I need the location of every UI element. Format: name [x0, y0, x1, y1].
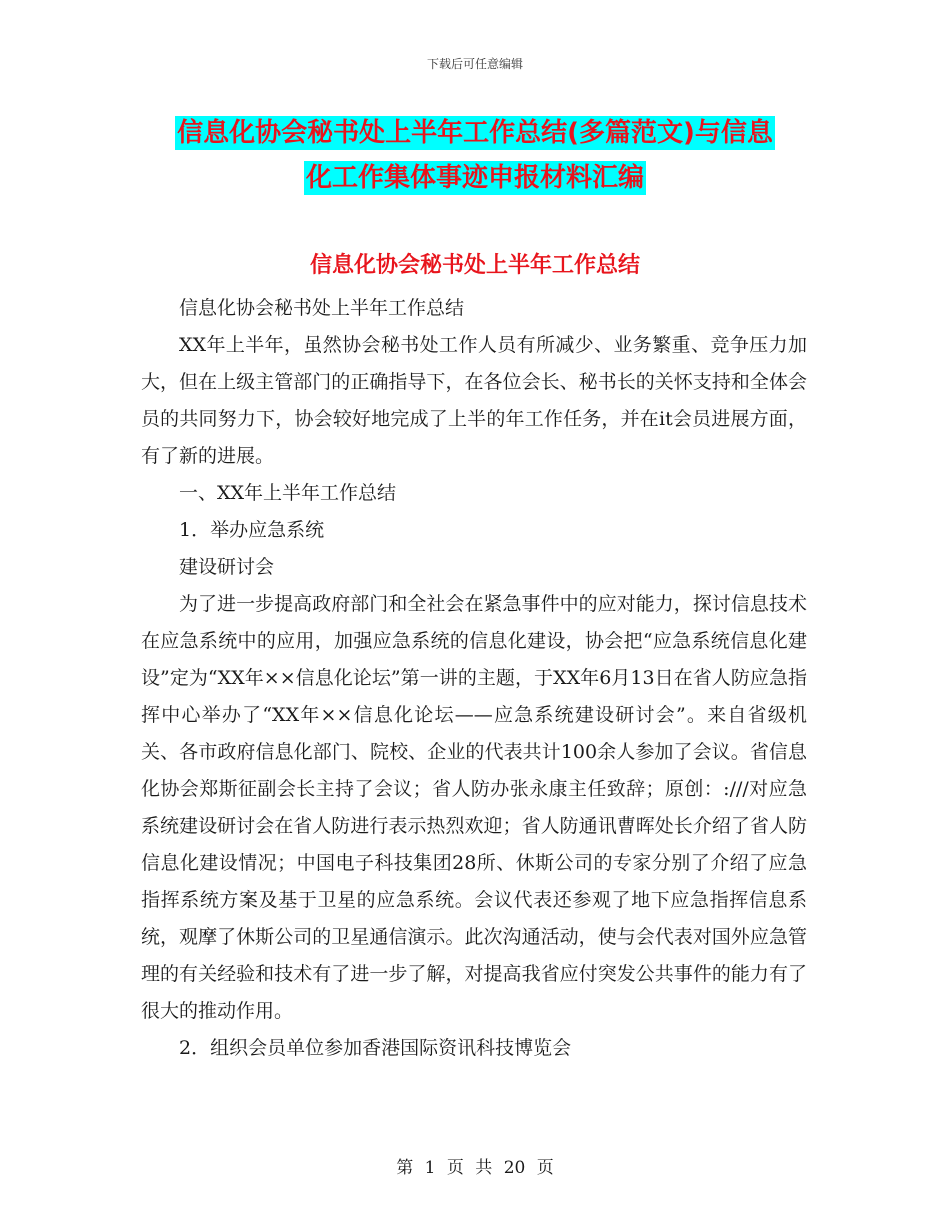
body-paragraph: 2．组织会员单位参加香港国际资讯科技博览会 — [179, 1037, 572, 1059]
body-paragraph: 信息化协会秘书处上半年工作总结 — [179, 297, 465, 319]
header-note: 下载后可任意编辑 — [426, 57, 523, 71]
body-paragraph: XX年上半年，虽然协会秘书处工作人员有所减少、业务繁重、竞争压力加大，但在上级主管部门的正确指导下，在各位会长、秘书长的关怀支持和全体会员的共同努力下，协会较好地完成了上半的年工作任务，并在it会员进展方面，有了新的进展。 — [141, 334, 807, 467]
body-paragraph: 建设研讨会 — [179, 556, 275, 578]
document-body — [141, 290, 807, 1067]
section-title: 信息化协会秘书处上半年工作总结 — [309, 253, 640, 278]
page-footer: 第 1 页 共 20 页 — [396, 1158, 554, 1178]
document-title-line-1-text: 信息化协会秘书处上半年工作总结(多篇范文)与信息 — [177, 118, 773, 148]
body-paragraph: 1．举办应急系统 — [179, 519, 325, 541]
body-paragraph: 一、XX年上半年工作总结 — [179, 482, 397, 504]
document-title-line-2-text: 化工作集体事迹申报材料汇编 — [305, 163, 644, 193]
document-title-line-2 — [0, 157, 950, 194]
body-paragraph: 为了进一步提高政府部门和全社会在紧急事件中的应对能力，探讨信息技术在应急系统中的应用，加强应急系统的信息化建设，协会把“应急系统信息化建设”定为“XX年××信息化论坛”第一讲的主题，于XX年6月13日在省人防应急指挥中心举办了“XX年××信息化论坛——应急系统建设研讨会”。来自省级机关、各市政府信息化部门、院校、企业的代表共计100余人参加了会议。省信息化协会郑斯征副会长主持了会议；省人防办张永康主任致辞；原创：:///对应急系统建设研讨会在省人防进行表示热烈欢迎；省人防通讯曹晖处长介绍了省人防信息化建设情况；中国电子科技集团28所、休斯公司的专家分别了介绍了应急指挥系统方案及基于卫星的应急系统。会议代表还参观了地下应急指挥信息系统，观摩了休斯公司的卫星通信演示。此次沟通活动，使与会代表对国外应急管理的有关经验和技术有了进一步了解，对提高我省应付突发公共事件的能力有了很大的推动作用。 — [141, 593, 807, 1022]
document-title-line-1 — [0, 112, 950, 149]
